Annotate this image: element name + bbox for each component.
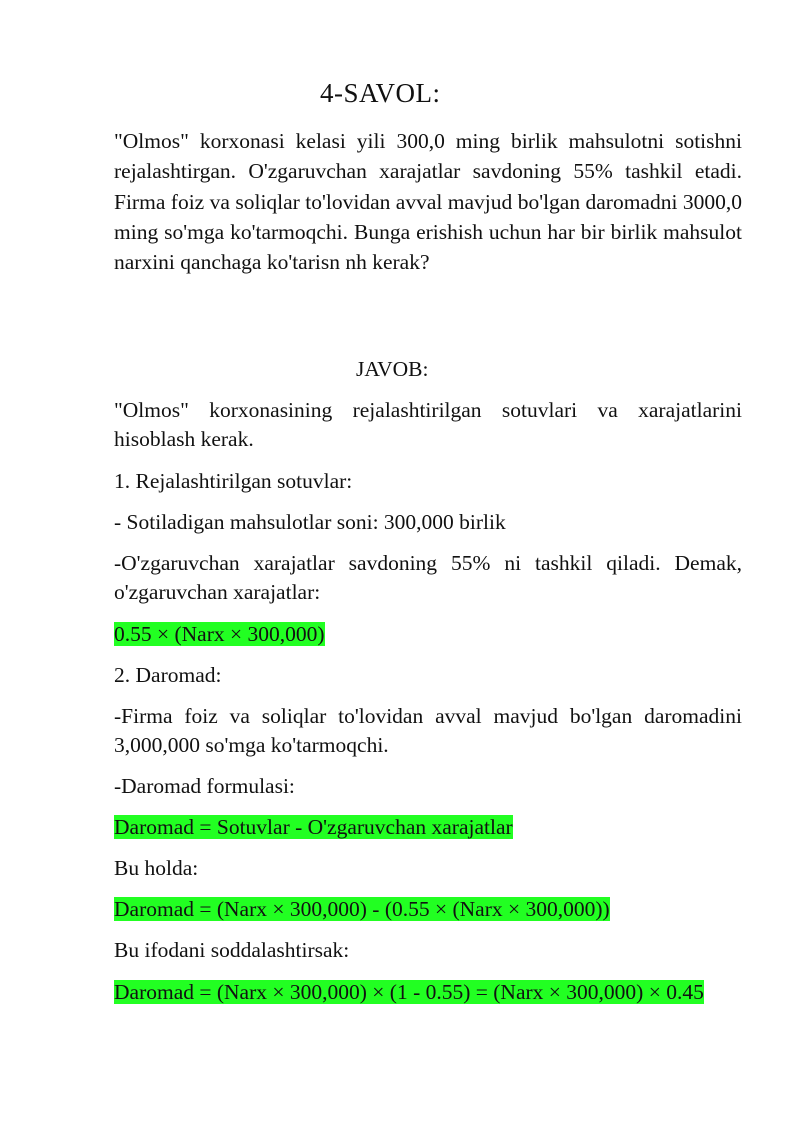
formula-variable-costs: 0.55 × (Narx × 300,000) [114,622,325,646]
step2-title: 2. Daromad: [114,663,222,687]
formula-income: Daromad = Sotuvlar - O'zgaruvchan xarajatlar [114,815,513,839]
step1-title: 1. Rejalashtirilgan sotuvlar: [114,469,353,493]
formula-income-expanded-line [114,895,742,924]
income-formula-label: -Daromad formulasi: [114,774,295,798]
question-text: "Olmos" korxonasi kelasi yili 300,0 ming birlik mahsulotni sotishni rejalashtirgan. O'zgaruvchan xarajatlar savdoning 55% tashkil etadi. Firma foiz va soliqlar to'lovidan avval mavjud bo'lgan daromadni 3000,0 ming so'mga ko'tarmoqchi. Bunga erishish uchun har bir birlik mahsulot narxini qanchaga ko'tarisn nh kerak? [114,129,742,275]
formula-simplified-line [114,977,742,1007]
simplify-label: Bu ifodani soddalashtirsak: [114,938,350,962]
formula-simplified: Daromad = (Narx × 300,000) × (1 - 0.55) = (Narx × 300,000) × 0.45 [114,980,704,1004]
income-goal-paragraph: -Firma foiz va soliqlar to'lovidan avval mavjud bo'lgan daromadini 3,000,000 so'mga ko'tarmoqchi. [114,704,742,757]
intro-paragraph: "Olmos" korxonasining rejalashtirilgan sotuvlari va xarajatlarini hisoblash kerak. [114,398,742,451]
variable-costs-paragraph: -O'zgaruvchan xarajatlar savdoning 55% ni tashkil qiladi. Demak, o'zgaruvchan xarajatlar: [114,551,742,604]
answer-heading: JAVOB: [356,357,429,381]
in-this-case-line: Bu holda: [114,856,199,880]
units-sold-line: - Sotiladigan mahsulotlar soni: 300,000 birlik [114,510,506,534]
formula-variable-costs-line [114,620,742,649]
formula-income-expanded: Daromad = (Narx × 300,000) - (0.55 × (Narx × 300,000)) [114,897,610,921]
formula-income-line [114,813,742,842]
question-heading: 4-SAVOL: [320,78,441,108]
